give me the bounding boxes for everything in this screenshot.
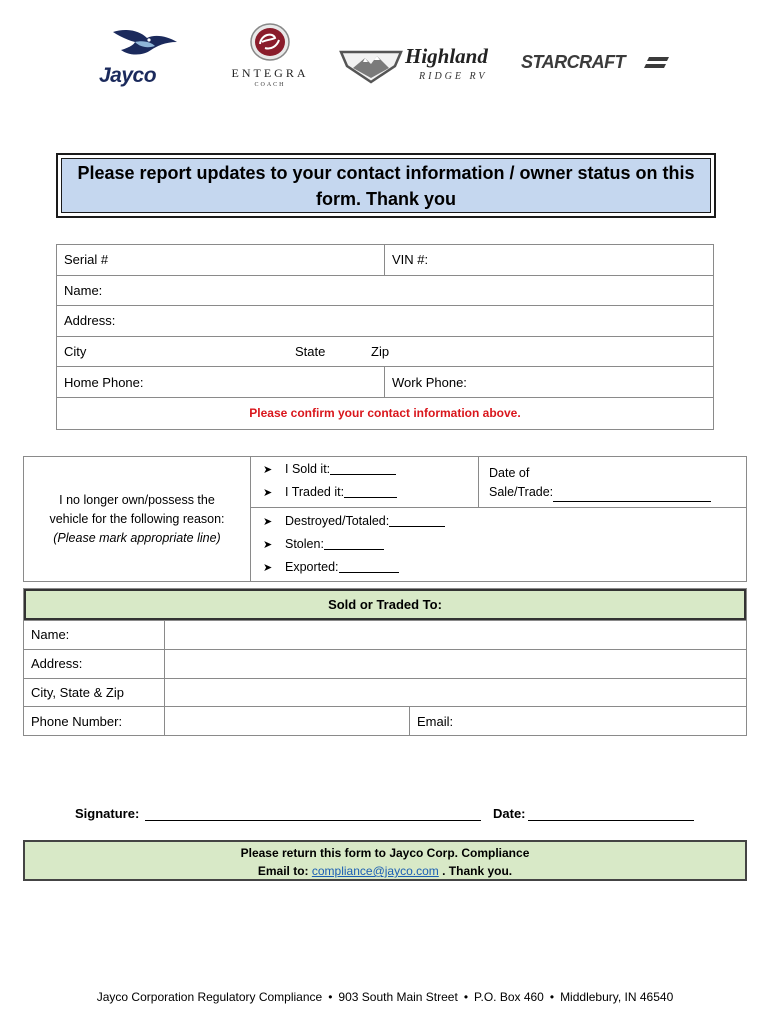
- confirm-row: [57, 398, 713, 429]
- date-label-2: Sale/Trade:: [489, 485, 554, 499]
- vin-field[interactable]: [384, 245, 713, 275]
- entegra-coach-text: COACH: [254, 82, 286, 88]
- stolen-line[interactable]: [324, 539, 384, 550]
- ownership-reason-text: [24, 457, 251, 581]
- arrow-bullet-icon: ➤: [263, 538, 273, 551]
- arrow-bullet-icon: ➤: [263, 515, 273, 528]
- destroyed-label: Destroyed/Totaled:: [285, 514, 390, 528]
- zip-field[interactable]: [371, 337, 713, 367]
- title-box: [56, 153, 716, 218]
- return-instructions-box: [23, 840, 747, 881]
- highland-mountain-icon: [339, 46, 403, 84]
- footer-street: 903 South Main Street: [338, 990, 458, 1004]
- arrow-bullet-icon: ➤: [263, 561, 273, 574]
- city-field[interactable]: [57, 337, 288, 367]
- signature-label: Signature:: [75, 806, 140, 821]
- buyer-email-label: Email:: [417, 713, 454, 729]
- signature-line[interactable]: [145, 808, 481, 821]
- buyer-name-label: Name:: [24, 621, 165, 649]
- email-prefix: Email to:: [257, 864, 312, 878]
- serial-vin-row: [57, 245, 713, 276]
- jayco-logo: [95, 26, 191, 90]
- traded-line[interactable]: [344, 487, 397, 498]
- buyer-city-row: [24, 678, 746, 707]
- serial-label: Serial #: [64, 252, 109, 268]
- ownership-status-section: [23, 456, 747, 582]
- signature-date-line[interactable]: [528, 808, 694, 821]
- reason-line-2: vehicle for the following reason:: [49, 511, 225, 526]
- address-field[interactable]: [57, 306, 713, 336]
- signature-date-label: Date:: [493, 806, 526, 821]
- footer-po-box: P.O. Box 460: [474, 990, 544, 1004]
- name-field[interactable]: [57, 276, 713, 306]
- sold-traded-heading: Sold or Traded To:: [24, 589, 746, 620]
- phone-row: [57, 367, 713, 398]
- home-phone-label: Home Phone:: [64, 374, 144, 390]
- sold-traded-options: [251, 457, 479, 508]
- zip-label: Zip: [371, 344, 390, 360]
- buyer-phone-field[interactable]: [165, 707, 410, 735]
- address-label: Address:: [64, 313, 116, 329]
- sold-label: I Sold it:: [285, 462, 331, 476]
- buyer-name-row: [24, 620, 746, 649]
- starcraft-logo: [521, 52, 671, 76]
- compliance-email-link[interactable]: compliance@jayco.com: [311, 864, 439, 878]
- sold-line[interactable]: [330, 464, 396, 475]
- traded-label: I Traded it:: [285, 485, 345, 499]
- buyer-email-field[interactable]: [410, 707, 746, 735]
- ridge-rv-text: RIDGE RV: [419, 71, 488, 82]
- name-row: [57, 276, 713, 307]
- date-label-1: Date of: [489, 466, 530, 480]
- bullet-icon: •: [549, 990, 555, 1004]
- buyer-name-field[interactable]: [165, 621, 746, 649]
- option-exported[interactable]: [263, 560, 399, 574]
- sale-trade-date-field[interactable]: [479, 457, 746, 508]
- option-traded[interactable]: [263, 485, 397, 499]
- reason-line-3: (Please mark appropriate line): [53, 530, 221, 545]
- city-state-zip-row: [57, 337, 713, 368]
- bullet-icon: •: [463, 990, 469, 1004]
- arrow-bullet-icon: ➤: [263, 486, 273, 499]
- name-label: Name:: [64, 282, 103, 298]
- confirm-notice: Please confirm your contact information above.: [249, 406, 521, 421]
- buyer-address-label: Address:: [24, 650, 165, 678]
- jayco-wordmark: Jayco: [99, 64, 157, 87]
- return-line-1: Please return this form to Jayco Corp. Compliance: [240, 846, 530, 860]
- entegra-wordmark: ENTEGRA: [231, 66, 309, 80]
- arrow-bullet-icon: ➤: [263, 463, 273, 476]
- vin-label: VIN #:: [392, 252, 429, 268]
- option-sold[interactable]: [263, 462, 396, 476]
- buyer-city-label: City, State & Zip: [24, 679, 165, 707]
- brand-logos: [95, 22, 675, 102]
- entegra-logo: [223, 22, 317, 94]
- signature-field[interactable]: [75, 806, 481, 821]
- loss-options: [251, 508, 746, 581]
- option-destroyed[interactable]: [263, 514, 445, 528]
- contact-info-table: [56, 244, 714, 430]
- address-row: [57, 306, 713, 337]
- jayco-bird-icon: [105, 26, 185, 66]
- buyer-phone-label: Phone Number:: [24, 707, 165, 735]
- state-field[interactable]: [288, 337, 371, 367]
- starcraft-stripes-icon: [643, 56, 669, 70]
- starcraft-wordmark: STARCRAFT: [521, 52, 626, 72]
- option-stolen[interactable]: [263, 537, 384, 551]
- exported-label: Exported:: [285, 560, 339, 574]
- exported-line[interactable]: [339, 562, 399, 573]
- buyer-address-field[interactable]: [165, 650, 746, 678]
- work-phone-label: Work Phone:: [392, 374, 467, 390]
- reason-line-1: I no longer own/possess the: [59, 492, 215, 507]
- stolen-label: Stolen:: [285, 537, 324, 551]
- return-line-2: [25, 862, 745, 880]
- serial-field[interactable]: [57, 245, 384, 275]
- footer-city: Middlebury, IN 46540: [560, 990, 674, 1004]
- buyer-city-field[interactable]: [165, 679, 746, 707]
- bullet-icon: •: [328, 990, 333, 1004]
- destroyed-line[interactable]: [389, 516, 445, 527]
- city-label: City: [64, 344, 87, 360]
- email-suffix: . Thank you.: [438, 864, 513, 878]
- entegra-emblem-icon: [249, 22, 291, 62]
- form-title: Please report updates to your contact information / owner status on this form. Thank you: [77, 162, 695, 209]
- sale-trade-date-line[interactable]: [553, 491, 711, 502]
- work-phone-field[interactable]: [384, 367, 713, 397]
- footer-org: Jayco Corporation Regulatory Compliance: [96, 990, 323, 1004]
- sold-traded-to-table: [23, 588, 747, 736]
- signature-date-field[interactable]: [493, 806, 694, 821]
- footer-address: [0, 990, 770, 1004]
- state-label: State: [295, 344, 326, 360]
- title-panel: [61, 158, 711, 213]
- home-phone-field[interactable]: [57, 367, 384, 397]
- highland-ridge-logo: [339, 44, 501, 88]
- buyer-phone-row: [24, 706, 746, 735]
- buyer-address-row: [24, 649, 746, 678]
- highland-wordmark: Highland: [405, 44, 488, 68]
